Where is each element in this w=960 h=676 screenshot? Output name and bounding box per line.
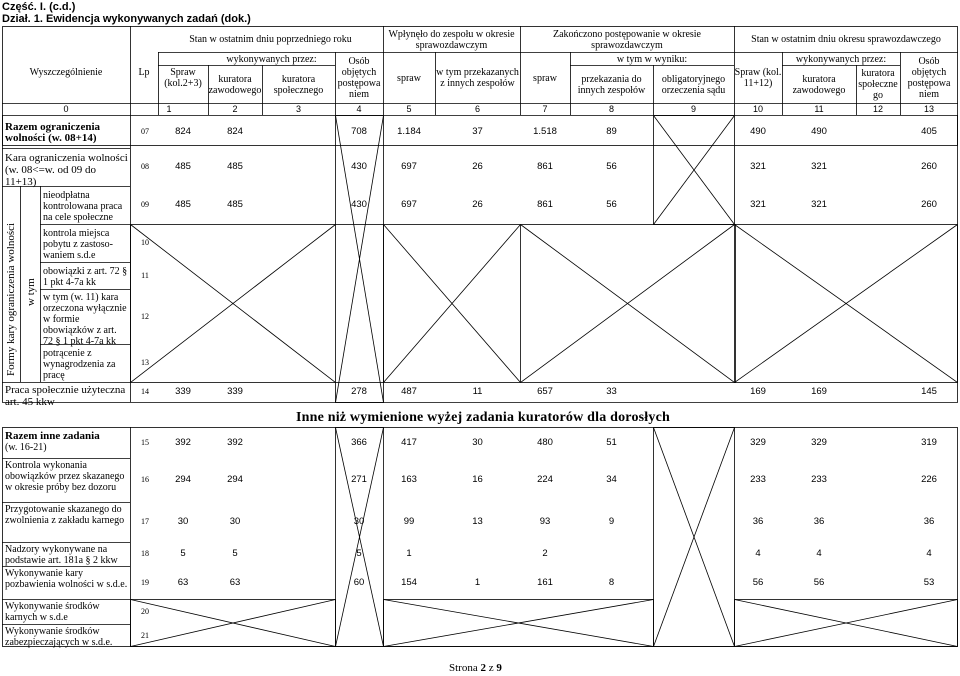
table-cell: 392 [227,437,243,448]
table-cell: 33 [606,386,617,397]
section-heading: Dział. 1. Ewidencja wykonywanych zadań (dok.) [2,13,251,25]
column-number: 9 [690,104,696,114]
table-cell: 26 [472,199,483,210]
table-cell: 1 [474,577,481,588]
table-cell: 321 [811,161,827,172]
table-cell: 34 [606,474,617,485]
col-lp: Lp [138,66,150,78]
table-cell: 861 [537,161,553,172]
col-prof-curator: kuratora zawodowego [208,73,262,96]
row-label-18: Nadzory wykonywane na podstawie art. 181a § 2 kkw [5,544,118,566]
row-label-09: nieodpłatna kontrolowana praca na cele społeczne [43,190,123,223]
column-number: 10 [752,104,763,114]
table-cell: 51 [606,437,617,448]
table-cell: 53 [923,577,935,588]
table-cell: 5 [180,548,186,559]
table-cell: 430 [351,161,367,172]
column-number: 3 [295,104,301,114]
col-cases-b: Spraw (kol. 11+12) [734,67,782,89]
table-cell: 224 [537,474,553,485]
col-social-curator-2: kuratora społeczne go [858,68,898,101]
table-cell: 294 [175,474,191,485]
col-persons-2: Osób objętych postępowa niem [907,56,951,100]
row-lp: 15 [141,438,149,447]
table-cell: 5 [232,548,238,559]
col-specification: Wyszczególnienie [29,66,103,78]
column-number: 4 [356,104,362,114]
column-number: 5 [406,104,412,114]
table-cell: 233 [811,474,827,485]
row-label-17: Przygotowanie skazanego do zwolnienia z zakładu karnego [5,504,125,526]
table-cell: 56 [606,199,617,210]
column-number: 0 [63,104,69,114]
section-banner: Inne niż wymienione wyżej zadania kuratorów dla dorosłych [296,410,670,425]
table-cell: 36 [752,516,764,527]
table-cell: 169 [811,386,827,397]
table-cell: 708 [351,126,367,137]
row-lp: 09 [141,200,149,209]
table-cell: 260 [921,199,937,210]
table-cell: 485 [227,199,243,210]
column-number: 7 [542,104,548,114]
row-lp: 18 [141,549,149,558]
table-cell: 4 [816,548,822,559]
table-cell: 8 [608,577,615,588]
table-cell: 485 [227,161,243,172]
row-lp: 14 [141,387,149,396]
table-cell: 1.518 [533,126,557,137]
table-cell: 319 [921,437,937,448]
table-cell: 163 [401,474,417,485]
table-cell: 233 [750,474,766,485]
table-cell: 169 [750,386,766,397]
column-number: 8 [608,104,614,114]
col-social-curator: kuratora społecznego [273,73,324,96]
table-cell: 9 [608,516,615,527]
table-cell: 657 [537,386,553,397]
table-cell: 99 [403,516,415,527]
table-cell: 60 [353,577,365,588]
table-cell: 56 [752,577,764,588]
table-cell: 490 [811,126,827,137]
table-cell: 392 [175,437,191,448]
table-cell: 30 [353,516,365,527]
table-cell: 30 [177,516,189,527]
table-cell: 4 [755,548,761,559]
table-cell: 487 [401,386,417,397]
row-lp: 21 [141,631,149,640]
row-lp: 13 [141,358,149,367]
row-lp: 12 [141,312,149,321]
table-cell: 485 [175,161,191,172]
table-cell: 321 [750,161,766,172]
col-court-order: obligatoryjnego orzeczenia sądu [661,73,726,96]
row-label-21: Wykonywanie środków zabezpieczających w s.d.e. [5,626,113,648]
table-cell: 63 [177,577,189,588]
row-label-15: Razem inne zadania (w. 16-21) [5,430,100,453]
row-label-10: kontrola miejsca pobytu z zastoso- waniem s.d.e [43,228,113,261]
col-as-result: w tym w wyniku: [616,53,688,65]
row-lp: 07 [141,127,149,136]
row-lp: 11 [141,271,149,280]
table-cell: 89 [606,126,617,137]
table-cell: 13 [472,516,483,527]
col-performed-by: wykonywanych przez: [226,53,317,65]
table-cell: 824 [227,126,243,137]
table-cell: 145 [921,386,937,397]
row-lp: 16 [141,475,149,484]
table-cell: 329 [811,437,827,448]
forms-label: Formy kary ograniczenia wolności [5,222,17,376]
row-lp: 20 [141,607,149,616]
table-cell: 36 [923,516,935,527]
table-cell: 30 [472,437,483,448]
table-cell: 405 [921,126,937,137]
table-cell: 271 [351,474,367,485]
table-cell: 63 [229,577,241,588]
col-transfer-to: przekazania do innych zespołów [577,73,646,96]
row-label-19: Wykonywanie kary pozbawienia wolności w s.d.e. [5,568,128,590]
row-label-12: w tym (w. 11) kara orzeczona wyłącznie w formie obowiązków z art. 72 § 1 pkt 4-7a kk [43,292,127,347]
row-lp: 08 [141,162,149,171]
table-cell: 430 [351,199,367,210]
in-that-label: w tym [25,278,37,306]
col-completed-cases: spraw [533,72,557,84]
row-lp: 10 [141,238,149,247]
table-cell: 697 [401,199,417,210]
table-cell: 2 [542,548,548,559]
col-received: Wpłynęło do zespołu w okresie sprawozdawczym [388,28,515,51]
col-persons: Osób objętych postępowa niem [337,56,381,100]
column-number: 1 [166,104,172,114]
table-cell: 154 [401,577,417,588]
col-incl-transferred: w tym przekazanych z innych zespołów [436,67,519,89]
row-label-16: Kontrola wykonania obowiązków przez skazanego w okresie próby bez dozoru [5,460,125,493]
table-cell: 366 [351,437,367,448]
table-cell: 321 [811,199,827,210]
table-cell: 321 [750,199,766,210]
table-cell: 30 [229,516,241,527]
column-number: 2 [232,104,238,114]
col-cases: spraw [397,72,421,84]
row-label-08: Kara ograniczenia wolności (w. 08<=w. od 09 do 11+13) [5,152,128,188]
table-cell: 339 [175,386,191,397]
col-cases-a: Spraw (kol.2+3) [164,67,202,89]
column-number: 13 [923,104,934,114]
row-label-11: obowiązki z art. 72 § 1 pkt 4-7a kk [43,266,128,288]
table-cell: 16 [472,474,483,485]
page-footer: Strona 2 z 9 [449,662,502,674]
table-cell: 861 [537,199,553,210]
table-cell: 36 [813,516,825,527]
table-cell: 329 [750,437,766,448]
part-heading: Część. I. (c.d.) [2,1,76,13]
col-completed: Zakończono postępowanie w okresie sprawozdawczym [552,28,701,51]
table-cell: 490 [750,126,766,137]
table-cell: 485 [175,199,191,210]
table-cell: 226 [921,474,937,485]
table-cell: 11 [472,386,483,397]
table-cell: 339 [227,386,243,397]
table-cell: 26 [472,161,483,172]
table-cell: 697 [401,161,417,172]
col-state-end: Stan w ostatnim dniu okresu sprawozdawczego [751,34,941,45]
row-lp: 17 [141,517,149,526]
table-cell: 56 [606,161,617,172]
col-state-prev-year: Stan w ostatnim dniu poprzedniego roku [189,34,352,45]
table-cell: 4 [926,548,932,559]
table-cell: 824 [175,126,191,137]
table-cell: 1.184 [397,126,421,137]
column-number: 11 [814,104,824,114]
table-cell: 1 [406,548,412,559]
row-label-20: Wykonywanie środków karnych w s.d.e [5,601,100,623]
table-cell: 161 [537,577,553,588]
row-label-14: Praca społecznie użyteczna art. 45 kkw [5,384,126,408]
row-label-13: potrącenie z wynagrodzenia za pracę [43,348,116,381]
table-cell: 5 [356,548,362,559]
col-prof-curator-2: kuratora zawodowego [792,73,846,96]
col-performed-by-2: wykonywanych przez: [795,53,887,65]
column-number: 6 [474,104,480,114]
table-cell: 278 [351,386,367,397]
table-cell: 93 [539,516,551,527]
row-lp: 19 [141,578,149,587]
table-cell: 417 [401,437,417,448]
table-cell: 480 [537,437,553,448]
column-number: 12 [872,104,883,114]
table-cell: 37 [472,126,483,137]
table-cell: 260 [921,161,937,172]
table-cell: 294 [227,474,243,485]
row-label-07: Razem ograniczenia wolności (w. 08+14) [5,121,100,144]
table-cell: 56 [813,577,825,588]
